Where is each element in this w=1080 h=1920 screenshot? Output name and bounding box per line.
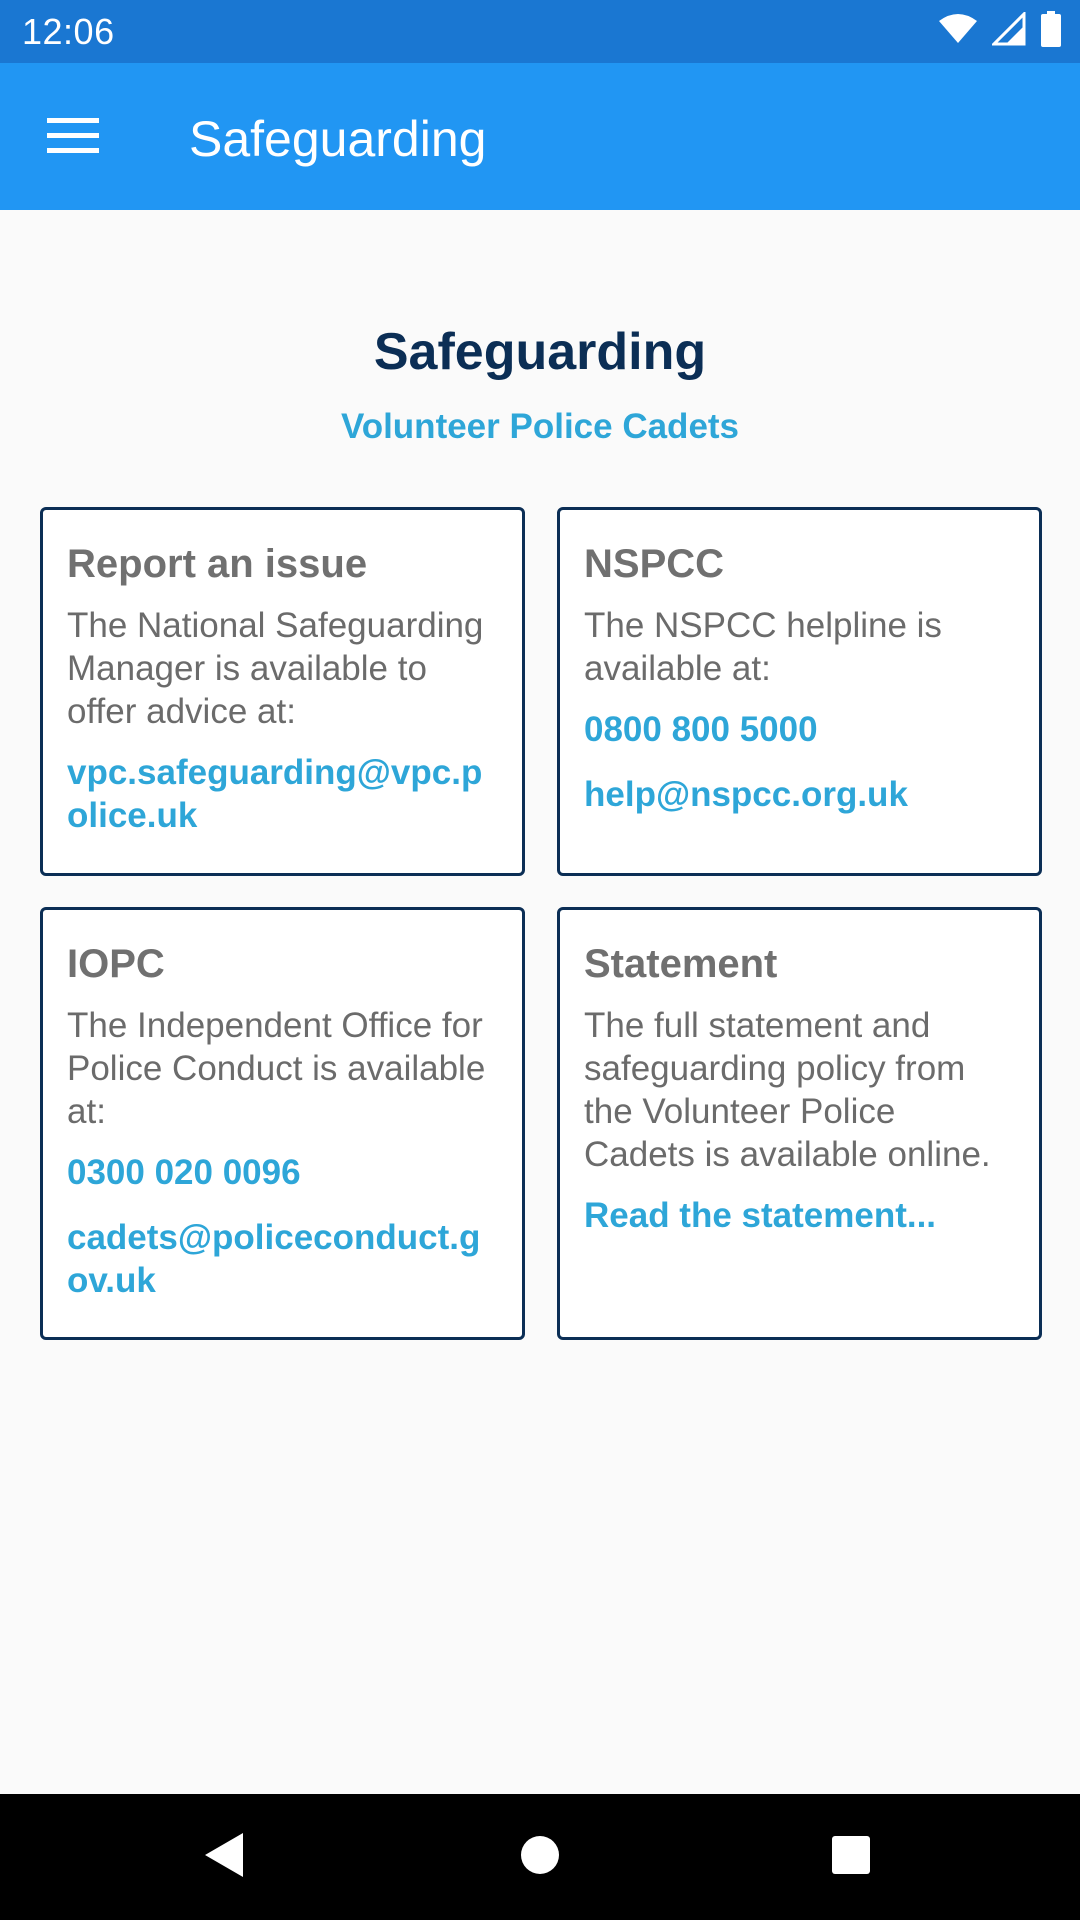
wifi-icon: [938, 13, 978, 50]
iopc-phone-link[interactable]: 0300 020 0096: [67, 1153, 301, 1192]
status-time: 12:06: [22, 11, 115, 52]
status-bar: [0, 0, 1080, 63]
iopc-email-link[interactable]: cadets@policeconduct.gov.uk: [67, 1218, 481, 1300]
battery-icon: [1040, 11, 1062, 52]
app-bar: [0, 63, 1080, 210]
card-title: Report an issue: [67, 542, 368, 586]
status-icons: [938, 12, 1062, 50]
card-title: IOPC: [67, 942, 165, 986]
app-bar-title: Safeguarding: [189, 111, 487, 167]
system-nav-bar: [0, 1794, 1080, 1920]
card-body: The Independent Office for Police Conduct is available at:: [67, 1006, 486, 1131]
page-title: Safeguarding: [373, 323, 707, 381]
content: [0, 210, 1080, 1794]
menu-button[interactable]: [34, 103, 112, 171]
home-icon: [519, 1834, 561, 1881]
page-subtitle: Volunteer Police Cadets: [340, 407, 740, 446]
card-body: The NSPCC helpline is available at:: [584, 606, 942, 688]
card-title: NSPCC: [584, 542, 725, 586]
report-issue-card: [40, 507, 525, 876]
iopc-card: [40, 907, 525, 1340]
nspcc-email-link[interactable]: help@nspcc.org.uk: [584, 775, 908, 814]
read-statement-link[interactable]: Read the statement...: [584, 1196, 937, 1235]
card-body: The National Safeguarding Manager is available to offer advice at:: [67, 606, 484, 731]
nspcc-card: [557, 507, 1042, 876]
menu-icon: [47, 116, 99, 159]
signal-icon: [992, 12, 1026, 51]
home-button[interactable]: [505, 1822, 575, 1892]
statement-card: [557, 907, 1042, 1340]
card-title: Statement: [584, 942, 778, 986]
recents-icon: [831, 1835, 871, 1880]
back-icon: [203, 1831, 247, 1884]
recents-button[interactable]: [816, 1822, 886, 1892]
back-button[interactable]: [190, 1822, 260, 1892]
report-email-link[interactable]: vpc.safeguarding@vpc.police.uk: [67, 753, 483, 835]
nspcc-phone-link[interactable]: 0800 800 5000: [584, 710, 818, 749]
card-body: The full statement and safeguarding policy from the Volunteer Police Cadets is available online.: [584, 1006, 991, 1174]
